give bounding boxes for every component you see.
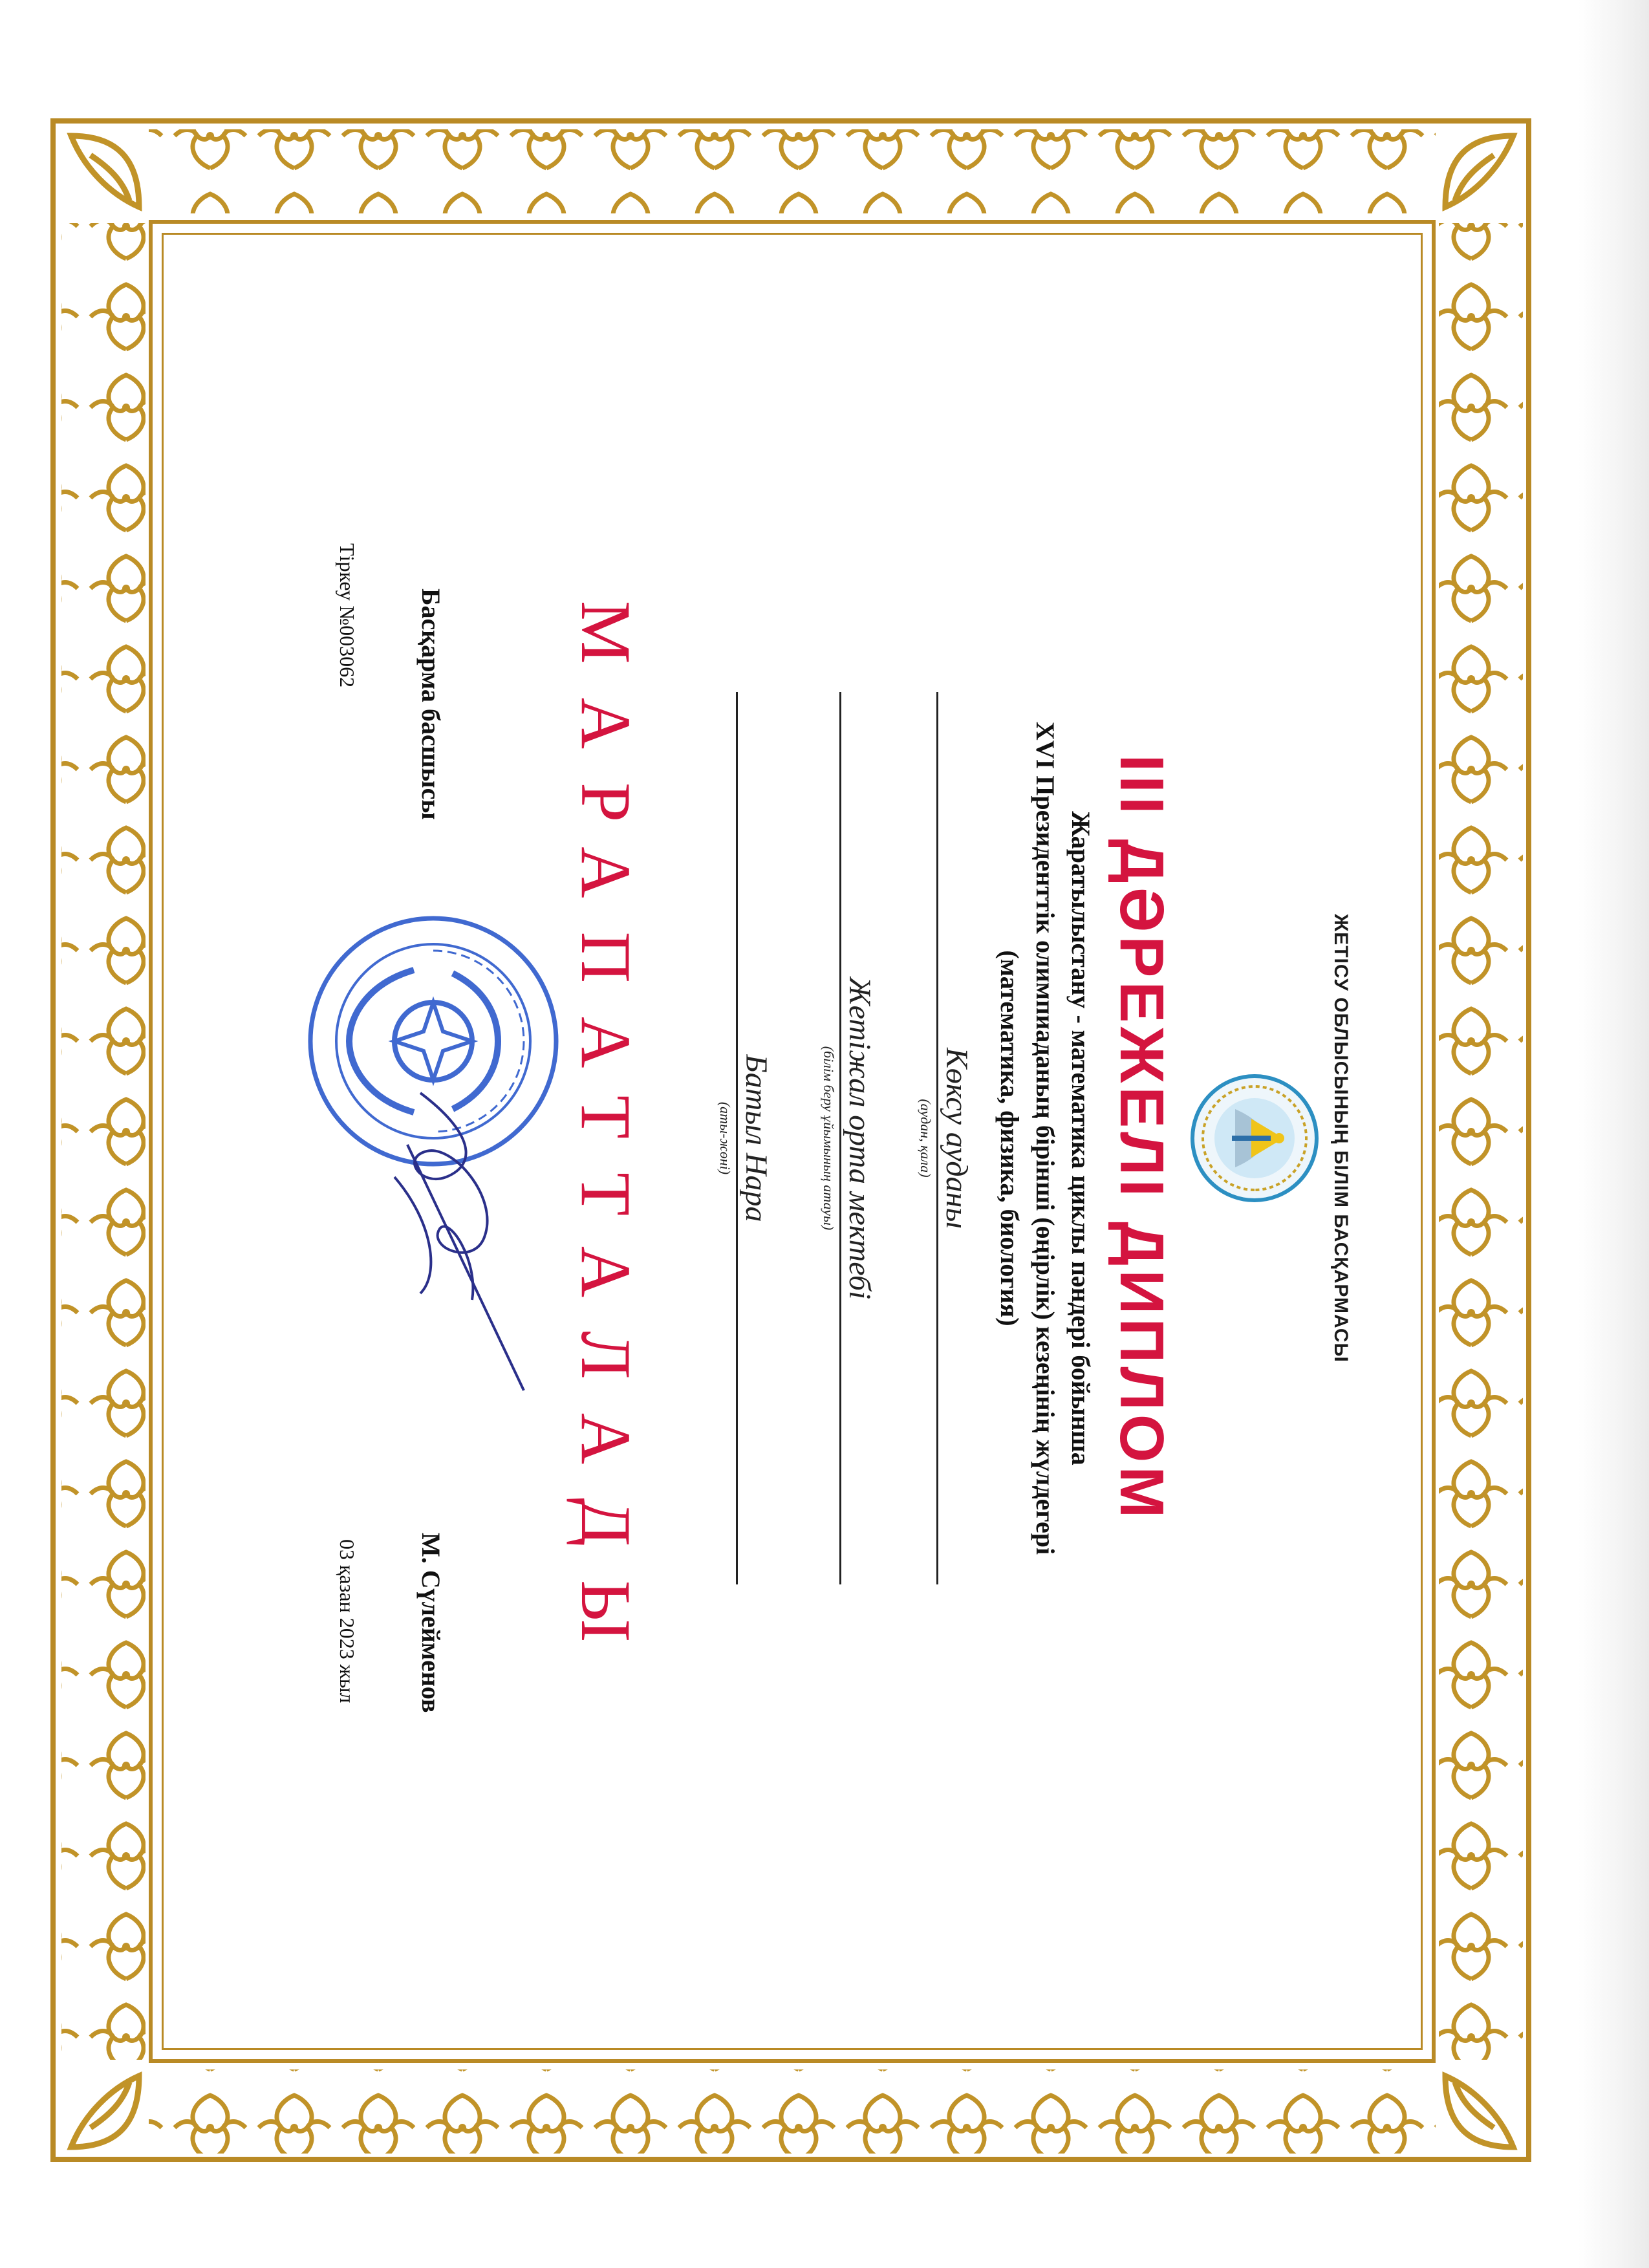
handwritten-signature [356,1080,550,1403]
issue-date: 03 қазан 2023 жыл [336,1539,359,1703]
name-field [717,692,776,1584]
award-text: МАРАПАТТАЛАДЫ [566,600,645,1676]
certificate-content [213,239,1364,2037]
school-value: Жетіжал орта мектебі [839,692,879,1584]
school-caption: (білім беру ұйымының атауы) [821,1046,837,1231]
subtitle-subjects: (математика, физика, биология) [995,950,1024,1326]
district-field [917,692,976,1584]
district-value: Көксу ауданы [936,692,976,1584]
diploma-title: ІІІ ДӘРЕЖЕЛІ ДИПЛОМ [1107,754,1176,1522]
subtitle-subject: Жаратылыстану - математика циклы пәндері бойынша [1066,811,1095,1465]
signature-role: Басқарма басшысы [416,589,446,820]
issuer-header: ЖЕТІСУ ОБЛЫСЫНЫҢ БІЛІМ БАСҚАРМАСЫ [1330,914,1352,1363]
district-caption: (аудан, қала) [918,1099,934,1178]
subtitle-olympiad: XVI Президенттік олимпиаданың бірінші (өңірлік) кезеңінің жүлдегері [1031,721,1060,1555]
name-caption: (аты-жөні) [717,1101,733,1175]
regional-emblem-icon [1190,1074,1319,1203]
registration-number: Тіркеу №003062 [336,543,359,688]
signature-name: М. Сүлейменов [416,1533,446,1713]
school-field [820,692,879,1584]
recipient-name: Батыл Нара [736,692,776,1584]
